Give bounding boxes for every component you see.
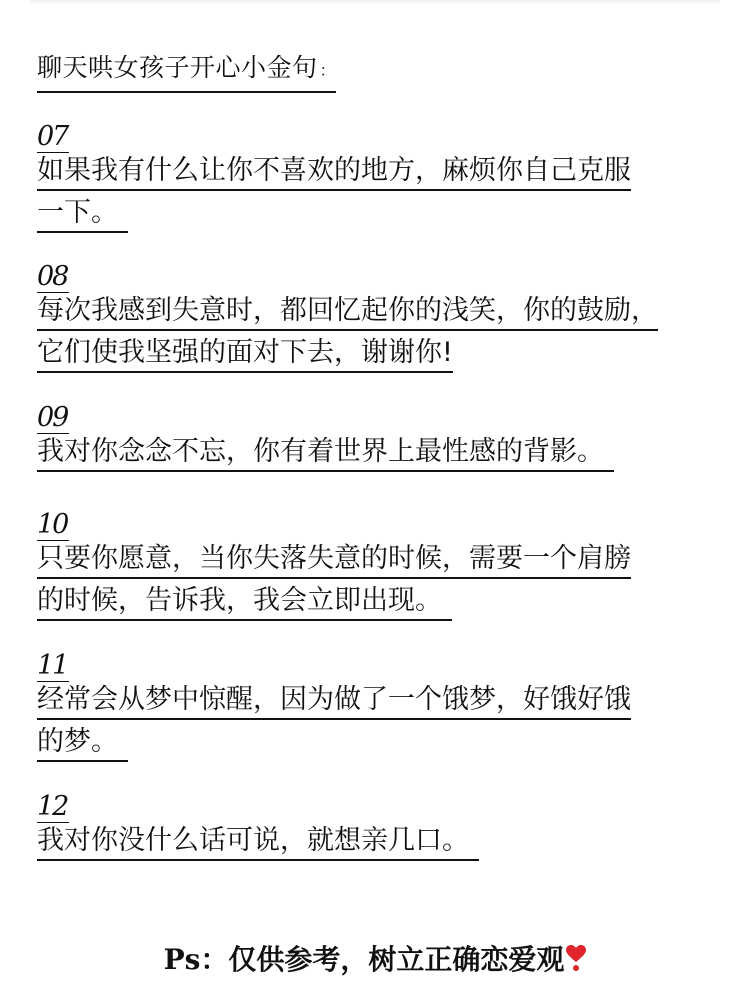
entry-number: 07: [37, 121, 68, 152]
entry-line: 一下。: [37, 195, 128, 233]
footer-text: Ps：仅供参考，树立正确恋爱观: [163, 943, 565, 976]
entry-number: 10: [37, 509, 68, 540]
entry-line: 我对你没什么话可说，就想亲几口。: [37, 823, 479, 861]
entry-number: 09: [37, 402, 68, 433]
entry-line: 如果我有什么让你不喜欢的地方，麻烦你自己克服: [37, 153, 631, 191]
entry-line: 经常会从梦中惊醒，因为做了一个饿梦，好饿好饿: [37, 682, 631, 720]
entry-text: [37, 153, 727, 237]
entry-text: [37, 682, 727, 766]
heart-exclamation-icon: [566, 943, 586, 973]
entry-11: [37, 651, 727, 766]
title-colon: ：: [319, 61, 337, 80]
entry-line: 它们使我坚强的面对下去，谢谢你!: [37, 335, 453, 373]
top-divider: [30, 0, 720, 4]
entry-line: 我对你念念不忘，你有着世界上最性感的背影。: [37, 434, 614, 472]
entry-line: 的梦。: [37, 724, 128, 762]
entry-07: [37, 122, 727, 237]
entry-text: [37, 434, 727, 476]
entry-line: 只要你愿意，当你失落失意的时候，需要一个肩膀: [37, 541, 631, 579]
entry-12: [37, 792, 727, 865]
entry-line: 每次我感到失意时，都回忆起你的浅笑，你的鼓励，: [37, 293, 658, 331]
heart-dot: [573, 965, 579, 971]
entry-10: [37, 510, 727, 625]
entry-number: 12: [37, 791, 68, 822]
entry-number: 08: [37, 261, 68, 292]
heart-shape: [566, 945, 586, 963]
title-text: 聊天哄女孩子开心小金句: [37, 53, 318, 82]
page-title: [37, 52, 336, 93]
entry-line: 的时候，告诉我，我会立即出现。: [37, 583, 452, 621]
entry-08: [37, 262, 727, 377]
entry-number: 11: [37, 650, 68, 681]
entry-text: [37, 823, 727, 865]
entry-09: [37, 403, 727, 476]
entry-text: [37, 541, 727, 625]
footer-note: [0, 940, 750, 980]
entry-text: [37, 293, 727, 377]
